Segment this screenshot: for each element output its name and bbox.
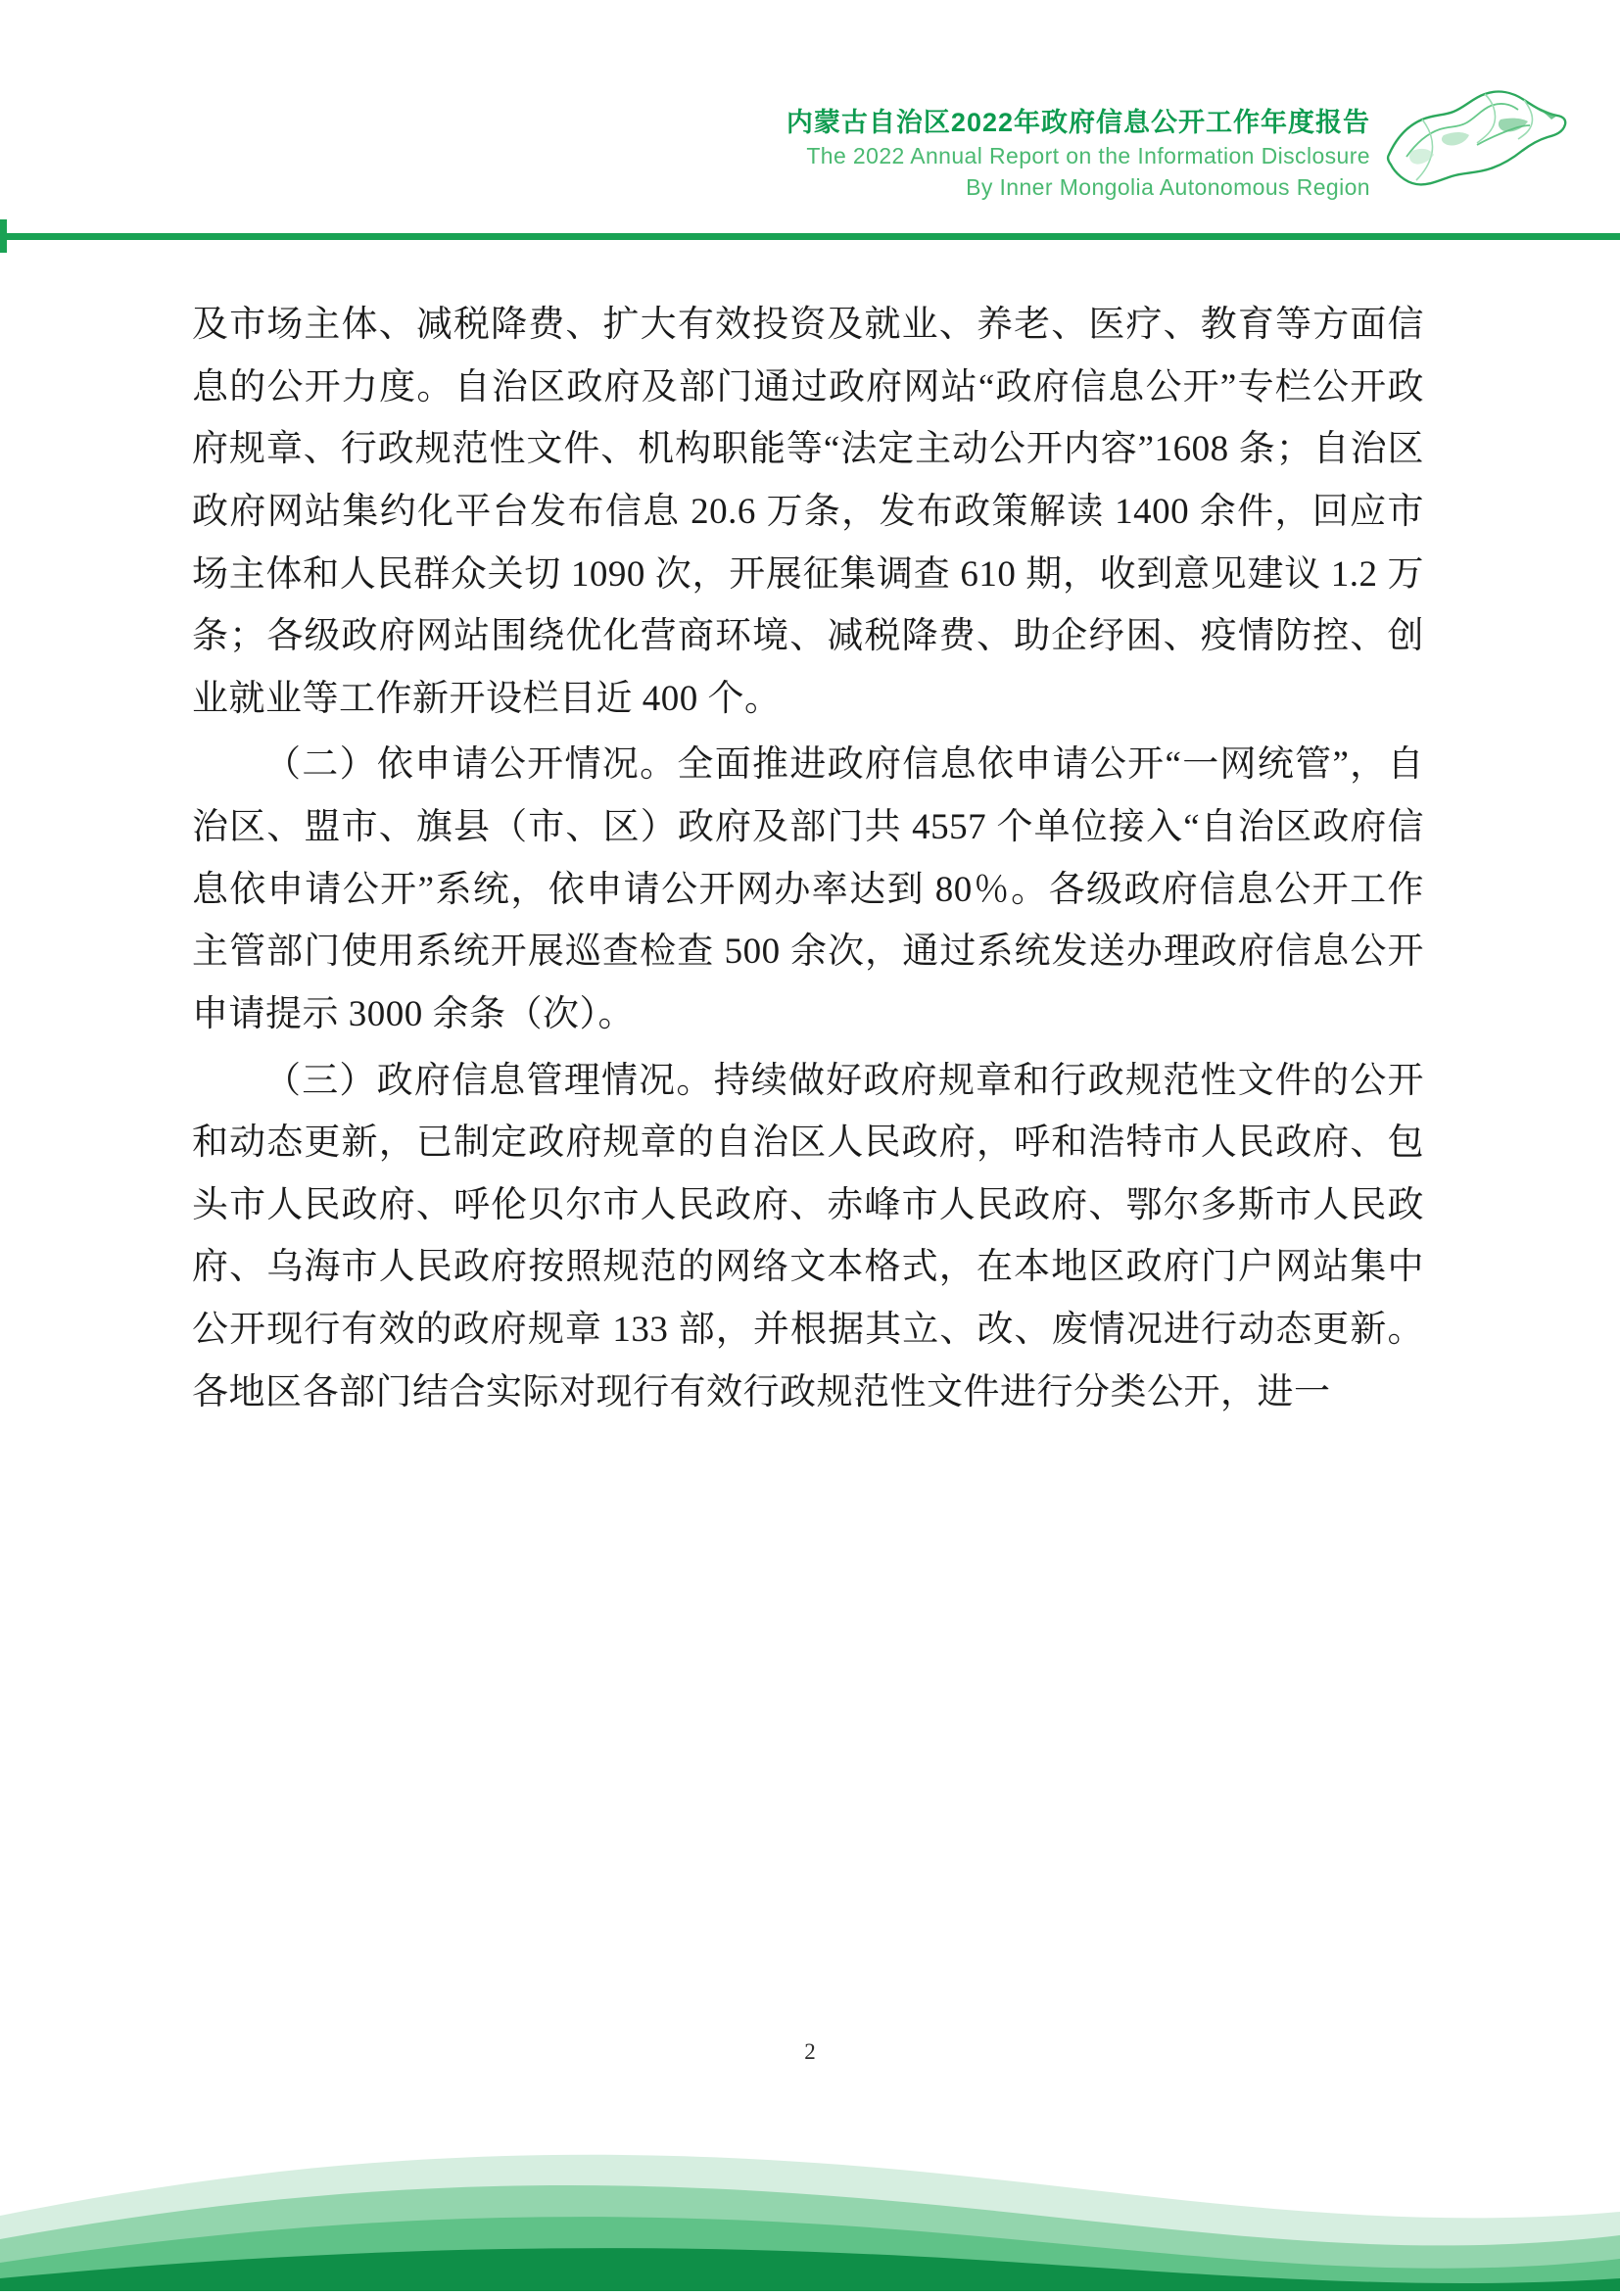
paragraph-section-three: （三）政府信息管理情况。持续做好政府规章和行政规范性文件的公开和动态更新，已制定政府规章的自治区人民政府，呼和浩特市人民政府、包头市人民政府、呼伦贝尔市人民政府、赤峰市人民政府、鄂尔多斯市人民政府、乌海市人民政府按照规范的网络文本格式，在本地区政府门户网站集中公开现行有效的政府规章 133 部，并根据其立、改、废情况进行动态更新。各地区各部门结合实际对现行有效行政规范性文件进行分类公开，进一 (192, 1060, 1424, 1412)
header-title-block (786, 110, 1370, 199)
report-title-english-line2: By Inner Mongolia Autonomous Region (966, 174, 1370, 200)
page-header (0, 0, 1620, 245)
report-title-english-line1: The 2022 Annual Report on the Information Disclosure (806, 143, 1370, 168)
paragraph-section-two: （二）依申请公开情况。全面推进政府信息依申请公开“一网统管”，自治区、盟市、旗县（市、区）政府及部门共 4557 个单位接入“自治区政府信息依申请公开”系统，依申请公开网办率达到 80％。各级政府信息公开工作主管部门使用系统开展巡查检查 500 余次，通过系统发送办理政府信息公开申请提示 3000 余条（次）。 (192, 744, 1424, 1034)
report-title-chinese: 内蒙古自治区2022年政府信息公开工作年度报告 (786, 108, 1370, 137)
page-number: 2 (804, 2039, 816, 2064)
document-body (192, 294, 1424, 1427)
inner-mongolia-map-icon (1383, 86, 1569, 194)
footer-wave-decoration (0, 2110, 1620, 2291)
paragraph-continuation: 及市场主体、减税降费、扩大有效投资及就业、养老、医疗、教育等方面信息的公开力度。自治区政府及部门通过政府网站“政府信息公开”专栏公开政府规章、行政规范性文件、机构职能等“法定主动公开内容”1608 条；自治区政府网站集约化平台发布信息 20.6 万条，发布政策解读 1400 余件，回应市场主体和人民群众关切 1090 次，开展征集调查 610 期，收到意见建议 1.2 万条；各级政府网站围绕优化营商环境、减税降费、助企纾困、疫情防控、创业就业等工作新开设栏目近 400 个。 (192, 305, 1424, 719)
header-divider (0, 233, 1620, 240)
